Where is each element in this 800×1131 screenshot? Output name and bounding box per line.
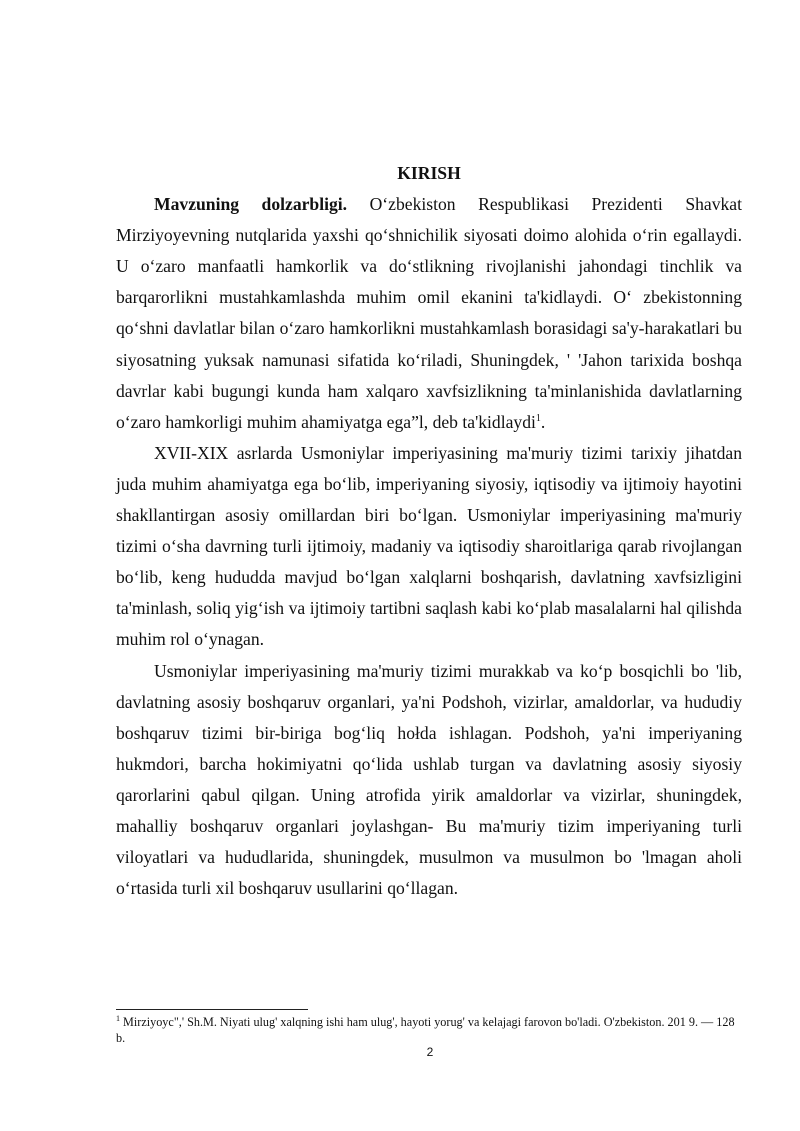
footnote-divider — [116, 1009, 308, 1010]
footnote-text: Mirziyoyc",' Sh.M. Niyati ulug' xalqning ishi ham ulug', hayoti yorug' va kelajagi farovon bo'ladi. O'zbekiston. 201 9. — 128 b. — [116, 1015, 735, 1045]
page-number: 2 — [426, 1045, 434, 1059]
footnote — [116, 1014, 742, 1046]
paragraph-text: O‘zbekiston Respublikasi Prezidenti Shavkat Mirziyoyevning nutqlarida yaxshi qo‘shnichilik siyosati doimo alohida o‘rin egallaydi. U o‘zaro manfaatli hamkorlik va do‘stlikning rivojlanishi jahondagi tinchlik va barqarorlikni mustahkamlashda muhim omil ekanini ta'kidlaydi. O‘ zbekistonning qo‘shni davlatlar bilan o‘zaro hamkorlikni mustahkamlash borasidagi sa'y-harakatlari bu siyosatning yuksak namunasi sifatida ko‘riladi, Shuningdek, ' 'Jahon tarixida boshqa davrlar kabi bugungi kunda ham xalqaro xavfsizlikning ta'minlanishida davlatlarning o‘zaro hamkorligi muhim ahamiyatga ega”l, deb ta'kidlaydi — [116, 194, 743, 432]
footnote-reference[interactable]: 1 — [535, 412, 541, 424]
footnote-number: 1 — [116, 1013, 120, 1023]
section-heading: KIRISH — [397, 163, 461, 183]
paragraph-relevance — [116, 189, 742, 438]
paragraph-administrative-history: XVII-XIX asrlarda Usmoniylar imperiyasining ma'muriy tizimi tarixiy jihatdan juda muhim ahamiyatga ega bo‘lib, imperiyaning siyosiy, iqtisodiy va ijtimoiy hayotini shakllantirgan asosiy omillardan biri bo‘lgan. Usmoniylar imperiyasining ma'muriy tizimi o‘sha davrning turli ijtimoiy, madaniy va iqtisodiy sharoitlariga qarab rivojlangan bo‘lib, keng hududda mavjud bo‘lgan xalqlarni boshqarish, davlatning xavfsizligini ta'minlash, soliq yig‘ish va ijtimoiy tartibni saqlash kabi ko‘plab masalalarni hal qilishda muhim rol o‘ynagan. — [116, 442, 742, 650]
paragraph-administrative-structure: Usmoniylar imperiyasining ma'muriy tizimi murakkab va ko‘p bosqichli bo 'lib, davlatning asosiy boshqaruv organlari, ya'ni Podshoh, vizirlar, amaldorlar, va hududiy boshqaruv tizimi bir-biriga bog‘liq hołda ishlagan. Podshoh, ya'ni imperiyaning hukmdori, barcha hokimiyatni qo‘lida ushlab turgan va davlatning asosiy siyosiy qarorlarini qabul qilgan. Uning atrofida yirik amaldorlar va vizirlar, shuningdek, mahalliy boshqaruv organlari joylashgan- Bu ma'muriy tizim imperiyaning turli viloyatlari va hududlarida, shuningdek, musulmon va musulmon bo 'lmagan aholi o‘rtasida turli xil boshqaruv usullarini qo‘llagan. — [116, 660, 742, 899]
paragraph-tail: . — [540, 411, 546, 432]
paragraph-lead: Mavzuning dolzarbligi. — [154, 194, 348, 215]
body-text — [116, 158, 742, 904]
